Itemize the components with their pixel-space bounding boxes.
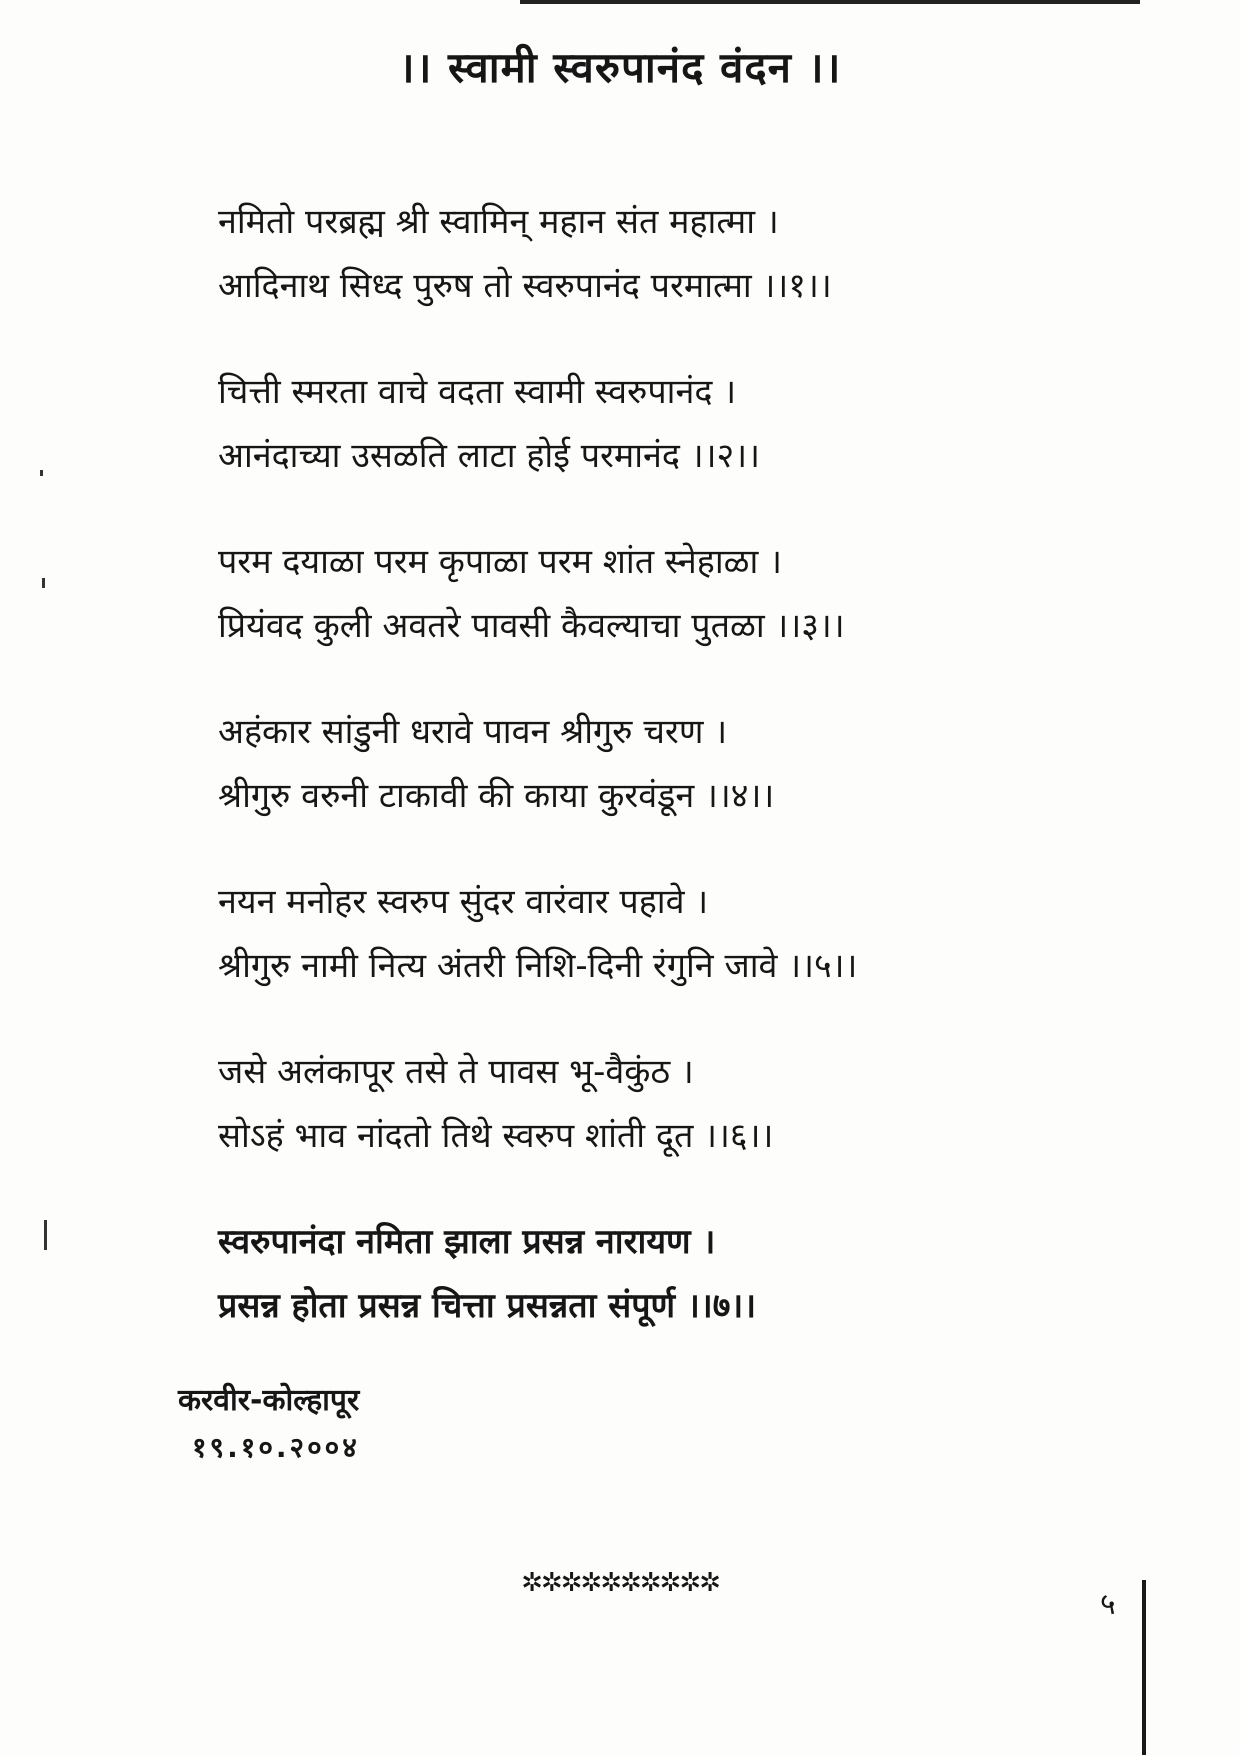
verse-6 xyxy=(218,1040,1178,1168)
verse-line: नमितो परब्रह्म श्री स्वामिन् महान संत महात्मा । xyxy=(218,202,779,242)
left-margin-mark xyxy=(42,578,45,588)
verse-3 xyxy=(218,530,1178,658)
verse-line: स्वरुपानंदा नमिता झाला प्रसन्न नारायण । xyxy=(218,1222,716,1262)
page-edge-bar xyxy=(1142,1580,1146,1755)
top-border-line xyxy=(520,0,1140,4)
page-title: ।। स्वामी स्वरुपानंद वंदन ।। xyxy=(398,43,842,92)
verse-7 xyxy=(218,1210,1178,1338)
verse-line: प्रसन्न होता प्रसन्न चित्ता प्रसन्नता संपूर्ण ।।७।। xyxy=(218,1286,757,1326)
verse-line: जसे अलंकापूर तसे ते पावस भू-वैकुंठ । xyxy=(218,1052,694,1092)
verse-line: श्रीगुरु वरुनी टाकावी की काया कुरवंडून ।।४।। xyxy=(218,776,775,816)
left-margin-mark xyxy=(44,1220,47,1250)
ornament-divider: ✲✲✲✲✲✲✲✲✲✲ xyxy=(521,1568,719,1598)
signature-date: १९.१०.२००४ xyxy=(192,1431,360,1464)
verse-line: अहंकार सांडुनी धरावे पावन श्रीगुरु चरण । xyxy=(218,712,728,752)
left-margin-mark xyxy=(40,470,43,476)
page-number: ५ xyxy=(1100,1587,1116,1622)
verse-line: चित्ती स्मरता वाचे वदता स्वामी स्वरुपानंद । xyxy=(218,372,737,412)
verse-line: नयन मनोहर स्वरुप सुंदर वारंवार पहावे । xyxy=(218,882,709,922)
verse-list xyxy=(218,190,1178,1380)
verse-line: परम दयाळा परम कृपाळा परम शांत स्नेहाळा । xyxy=(218,542,782,582)
verse-line: आनंदाच्या उसळति लाटा होई परमानंद ।।२।। xyxy=(218,436,761,476)
verse-5 xyxy=(218,870,1178,998)
verse-1 xyxy=(218,190,1178,318)
verse-line: आदिनाथ सिध्द पुरुष तो स्वरुपानंद परमात्मा ।।१।। xyxy=(218,266,832,306)
verse-4 xyxy=(218,700,1178,828)
signature-place: करवीर-कोल्हापूर xyxy=(178,1383,360,1418)
verse-line: प्रियंवद कुली अवतरे पावसी कैवल्याचा पुतळा ।।३।। xyxy=(218,606,845,646)
verse-2 xyxy=(218,360,1178,488)
verse-line: श्रीगुरु नामी नित्य अंतरी निशि-दिनी रंगुनि जावे ।।५।। xyxy=(218,946,858,986)
verse-line: सोऽहं भाव नांदतो तिथे स्वरुप शांती दूत ।।६।। xyxy=(218,1116,774,1156)
